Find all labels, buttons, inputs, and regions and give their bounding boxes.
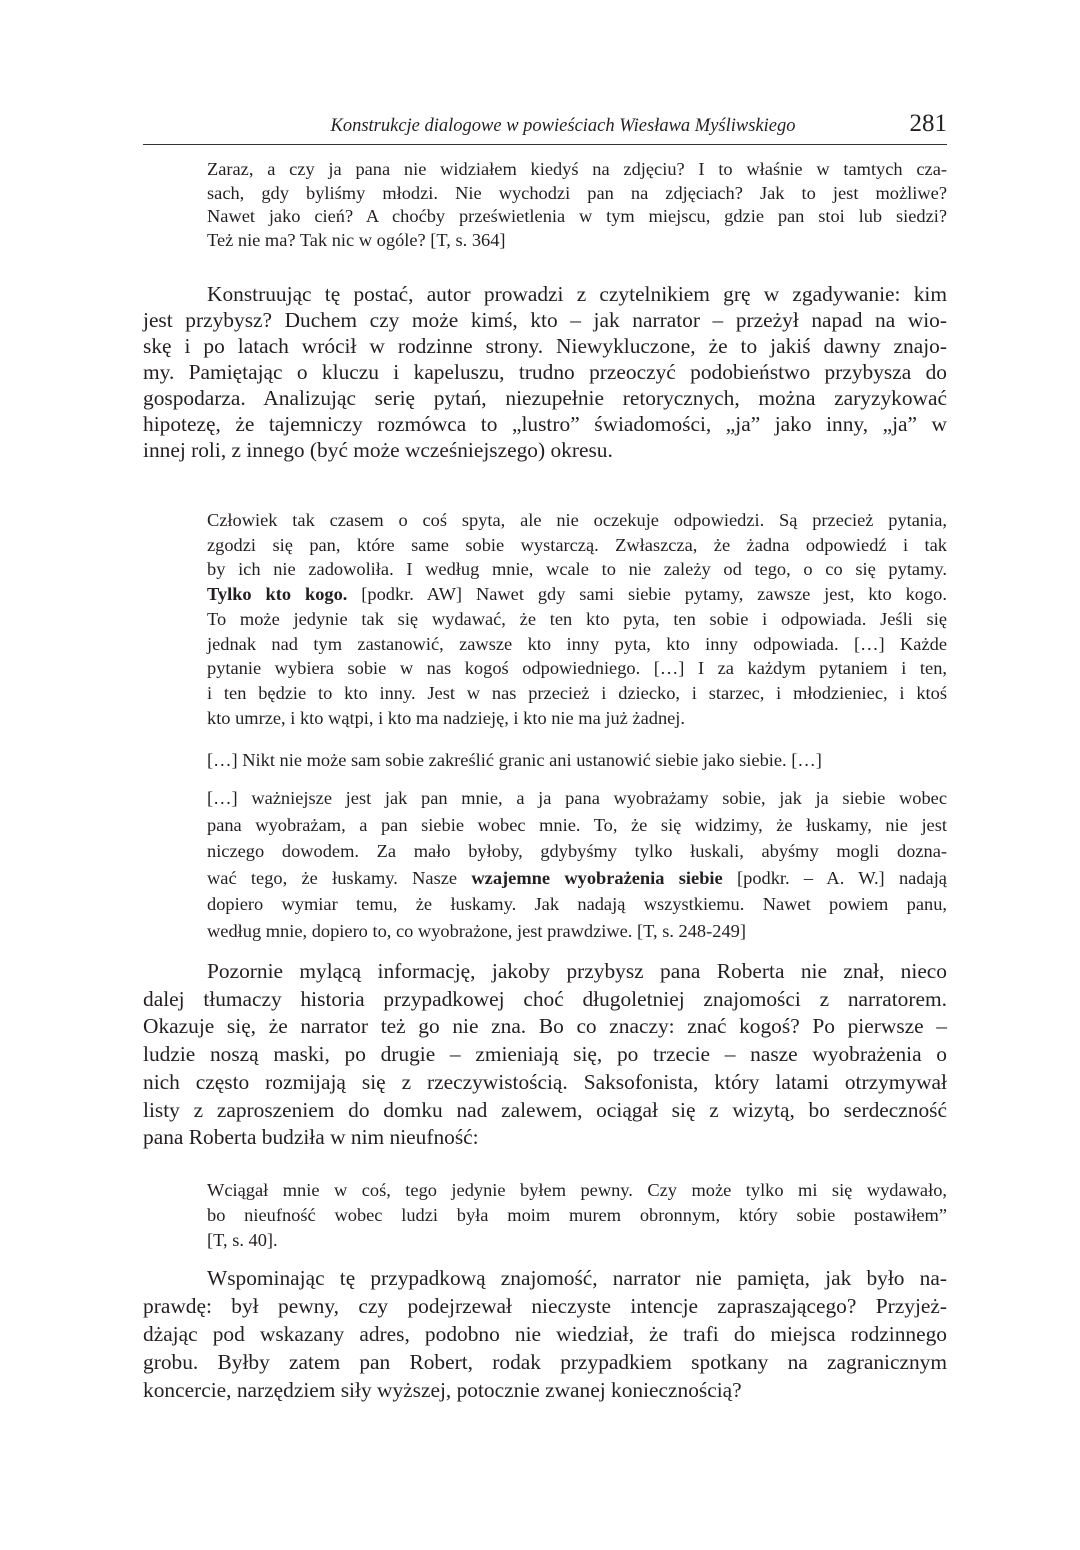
text-line: Wspominając tę przypadkową znajomość, narrator nie pamięta, jak było na- (207, 1266, 947, 1290)
block-quote (207, 1178, 947, 1253)
text-line: gospodarza. Analizując serię pytań, niezupełnie retorycznych, można zaryzykować (143, 386, 947, 410)
text-line: ludzie noszą maski, po drugie – zmieniają się, po trzecie – nasze wyobrażenia o (143, 1042, 947, 1067)
text-line: niczego dowodem. Za mało byłoby, gdybyśmy tylko łuskali, abyśmy mogli dozna- (207, 841, 947, 862)
text-line: dżając pod wskazany adres, podobno nie wiedział, że trafi do miejsca rodzinnego (143, 1322, 947, 1346)
block-quote (207, 158, 947, 252)
running-header (143, 112, 947, 142)
page-number: 281 (909, 110, 947, 137)
text-line: Człowiek tak czasem o coś spyta, ale nie oczekuje odpowiedzi. Są przecież pytania, (207, 510, 947, 530)
block-quote (207, 748, 947, 772)
text-line: Pozornie mylącą informację, jakoby przybysz pana Roberta nie znał, nieco (207, 959, 947, 983)
text-line: […] Nikt nie może sam sobie zakreślić granic ani ustanowić siebie jako siebie. […] (207, 750, 822, 770)
text-line: […] ważniejsze jest jak pan mnie, a ja pana wyobrażamy sobie, jak ja siebie wobec (207, 788, 947, 808)
text-line: hipotezę, że tajemniczy rozmówca to „lustro” świadomości, „ja” jako inny, „ja” w (143, 412, 947, 436)
text-line: Okazuje się, że narrator też go nie zna. Bo co znaczy: znać kogoś? Po pierwsze – (143, 1014, 947, 1039)
text-line (207, 582, 947, 607)
text-line: Wciągał mnie w coś, tego jedynie byłem pewny. Czy może tylko mi się wydawało, (207, 1180, 947, 1200)
text-line: pytanie wybiera sobie w nas kogoś odpowiedniego. […] I za każdym pytaniem i ten, (207, 658, 947, 679)
text-line: i ten będzie to kto inny. Jest w nas przecież i dziecko, i starzec, i młodzieniec, i ktoś (207, 682, 947, 703)
body-paragraph (143, 1264, 947, 1404)
body-paragraph (143, 281, 947, 463)
text-line: by ich nie zadowoliła. I według mnie, wcale to nie zależy od tego, o co się pytamy. (207, 559, 947, 580)
text-line: dalej tłumaczy historia przypadkowej choć długoletniej znajomości z narratorem. (143, 986, 947, 1011)
block-quote (207, 508, 947, 730)
running-header-title: Konstrukcje dialogowe w powieściach Wiesława Myśliwskiego (330, 116, 796, 136)
text-line: bo nieufność wobec ludzi była moim murem obronnym, który sobie postawiłem” (207, 1205, 947, 1225)
text-line: koncercie, narzędziem siły wyższej, potocznie zwanej koniecznością? (143, 1378, 742, 1402)
text-line: według mnie, dopiero to, co wyobrażone, jest prawdziwe. [T, s. 248-249] (207, 920, 746, 941)
text-segment: wać tego, że łuskamy. Nasze (207, 867, 472, 888)
text-line: kto umrze, i kto wątpi, i kto ma nadzieję, i kto nie ma już żadnej. (207, 707, 686, 728)
text-line: Też nie ma? Tak nic w ogóle? [T, s. 364] (207, 229, 506, 250)
emphasis-text: Tylko kto kogo. (207, 584, 348, 605)
text-line: pana Roberta budziła w nim nieufność: (143, 1125, 479, 1150)
text-line: [T, s. 40]. (207, 1230, 278, 1250)
header-rule (143, 144, 947, 145)
emphasis-text: wzajemne wyobrażenia siebie (471, 867, 723, 888)
text-line: listy z zaproszeniem do domku nad zalewem, ociągał się z wizytą, bo serdeczność (143, 1097, 947, 1122)
text-line: Zaraz, a czy ja pana nie widziałem kiedyś na zdjęciu? I to właśnie w tamtych cza- (207, 159, 947, 179)
text-line: skę i po latach wrócił w rodzinne strony. Niewykluczone, że to jakiś dawny znajo- (143, 334, 947, 358)
text-segment: [podkr. AW] Nawet gdy sami siebie pytamy, zawsze jest, kto kogo. (347, 584, 947, 605)
text-line: jednak nad tym zastanowić, zawsze kto inny pyta, kto inny odpowiada. […] Każde (207, 633, 947, 654)
body-paragraph (143, 958, 947, 1152)
text-line: zgodzi się pan, które same sobie wystarczą. Zwłaszcza, że żadna odpowiedź i tak (207, 534, 947, 555)
text-line: To może jedynie tak się wydawać, że ten kto pyta, ten sobie i odpowiada. Jeśli się (207, 608, 947, 629)
text-line: dopiero wymiar temu, że łuskamy. Jak nadają wszystkiemu. Nawet powiem panu, (207, 894, 947, 915)
text-line: prawdę: był pewny, czy podejrzewał nieczyste intencje zapraszającego? Przyjeż- (143, 1294, 947, 1318)
text-line: pana wyobrażam, a pan siebie wobec mnie. To, że się widzimy, że łuskamy, nie jest (207, 814, 947, 835)
text-line: my. Pamiętając o kluczu i kapeluszu, trudno przeoczyć podobieństwo przybysza do (143, 360, 947, 384)
text-line: Nawet jako cień? A choćby prześwietlenia w tym miejscu, gdzie pan stoi lub siedzi? (207, 206, 947, 226)
text-line: nich często rozmijają się z rzeczywistością. Saksofonista, który latami otrzymywał (143, 1069, 947, 1094)
text-line: grobu. Byłby zatem pan Robert, rodak przypadkiem spotkany na zagranicznym (143, 1350, 947, 1374)
block-quote (207, 785, 947, 945)
text-line (207, 865, 947, 892)
text-line: sach, gdy byliśmy młodzi. Nie wychodzi pan na zdjęciach? Jak to jest możliwe? (207, 182, 947, 203)
text-segment: [podkr. – A. W.] nadają (722, 867, 947, 888)
text-line: innej roli, z innego (być może wcześniejszego) okresu. (143, 438, 613, 462)
text-line: jest przybysz? Duchem czy może kimś, kto – jak narrator – przeżył napad na wio- (143, 308, 947, 332)
text-line: Konstruując tę postać, autor prowadzi z czytelnikiem grę w zgadywanie: kim (207, 282, 947, 306)
